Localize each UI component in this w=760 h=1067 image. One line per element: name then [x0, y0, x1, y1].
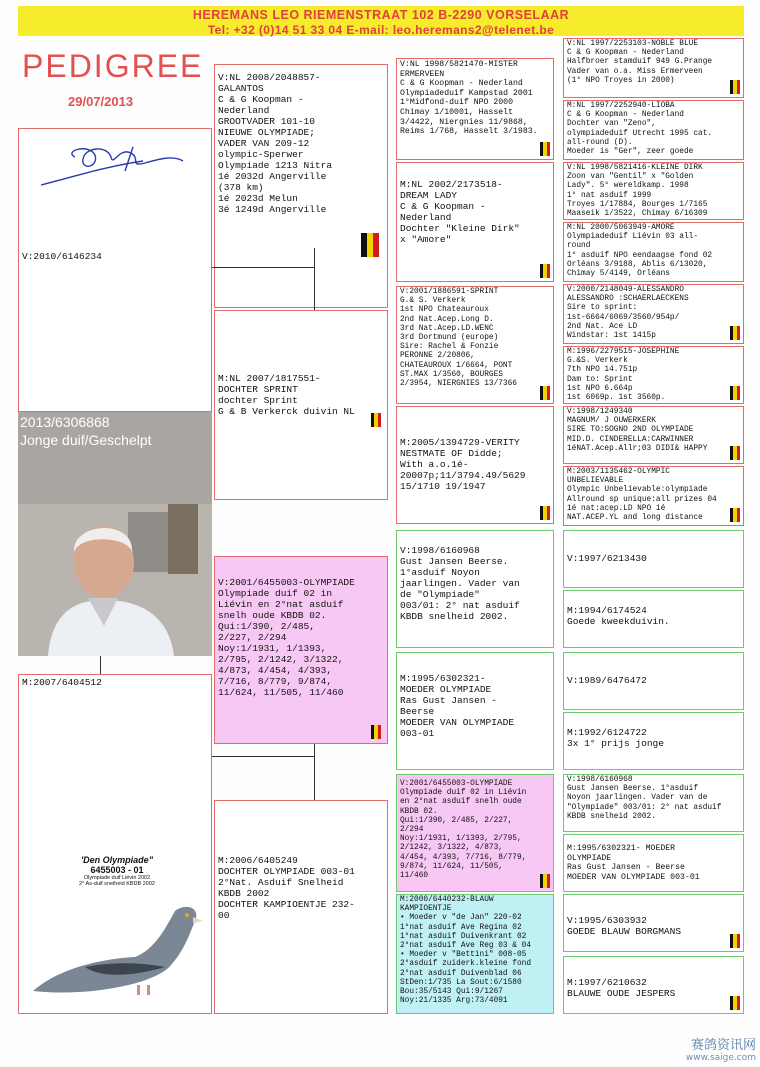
dam-details: M:NL 2007/1817551- DOCHTER SPRINT dochter Sprint G & B Verkerck duivin NL [218, 373, 355, 417]
pedigree-date: 29/07/2013 [68, 94, 134, 109]
olympiade-photo-title: 'Den Olympiade" [81, 855, 153, 865]
gen3-box-8 [563, 466, 744, 526]
gen3-details-8: M:2003/1135462-OLYMPIC UNBELIEVABLE Olympic Unbelievable:olympiade Allround sp unique:all prizes 04 1é nat:acep.LD NPO 1é NAT.ACEP.YL and long distance [567, 468, 717, 523]
gen3-box-7 [563, 406, 744, 464]
photo-caption-desc: Jonge duif/Geschelpt [20, 432, 152, 448]
breeder-portrait-icon [18, 412, 212, 656]
sire2-details: V:2001/6455003-OLYMPIADE Olympiade duif 02 in Liévin en 2°nat asduif snelh oude KBDB 02. Qui:1/390, 2/485, 2/227, 2/294 Noy:1/1931, 1/1393, 2/795, 2/1242, 3/1322, 4/873, 4/454, 4/393, 7/716, 8/779, 9/874, 11/624, 11/505, 11/460 [218, 577, 355, 698]
gen3-details-12: M:1992/6124722 3x 1° prijs jonge [567, 727, 664, 749]
gen3-details-7: V:1998/1249340 MAGNUM/ J OUWERKERK SIRE TO:SOGNO 2ND OLYMPIADE MID.D. CINDERELLA:CARWINNER 1éNAT.Acep.Allr;03 DIDI& HAPPY [567, 408, 708, 453]
dam-line-box [18, 674, 212, 1014]
gen3-box-11 [563, 652, 744, 710]
gen2-box-3 [396, 286, 554, 404]
breeder-address: HEREMANS LEO RIEMENSTRAAT 102 B-2290 VORSELAAR [192, 8, 570, 22]
gen3-details-11: V:1989/6476472 [567, 675, 647, 686]
belgian-flag-icon [730, 80, 740, 94]
gen3-details-4: M:NL 2000/5063949-AMORE Olympiadeduif Liévin 03 all- round 1° asduif NPO eendaagse fond 02 Orléans 3/9188, Ablis 6/13020, Chimay 5/4149, Orléans [567, 224, 713, 279]
sire-box [214, 64, 388, 308]
gen2-box-4 [396, 406, 554, 524]
gen3-box-5 [563, 284, 744, 344]
dam-box [214, 310, 388, 500]
gen3-details-14: M:1995/6302321- MOEDER OLYMPIADE Ras Gust Jansen - Beerse MOEDER VAN OLYMPIADE 003-01 [567, 844, 700, 882]
gen2-box-1 [396, 58, 554, 160]
gen3-box-3 [563, 162, 744, 220]
gen3-details-1: V:NL 1997/2253103-NOBLE BLUE C & G Koopman - Nederland Halfbroer stamduif 949 G.Prange Vader van o.a. Miss Ermerveen (1° NPO Troyes in 2000) [567, 40, 713, 85]
pigeon-image-icon [25, 901, 205, 1001]
gen3-box-16 [563, 956, 744, 1014]
header-banner [18, 6, 744, 36]
gen2-box-5 [396, 530, 554, 648]
belgian-flag-icon [540, 142, 550, 156]
connector-line [100, 656, 101, 674]
belgian-flag-icon [540, 506, 550, 520]
gen2-box-6 [396, 652, 554, 770]
gen3-box-6 [563, 346, 744, 404]
gen3-details-3: V:NL 1998/5821416-KLEINE DIRK Zoon van "Gentil" x "Golden Lady". 5° wereldkamp. 1998 1° nat asduif 1999 Troyes 1/17884, Bourges 1/7165 Maaseik 1/3522, Chimay 6/16309 [567, 164, 708, 219]
dam2-box [214, 800, 388, 1014]
belgian-flag-icon [730, 386, 740, 400]
page-title: PEDIGREE [22, 48, 204, 84]
gen2-details-4: M:2005/1394729-VERITY NESTMATE OF Didde; With a.o.1é- 20007p;11/3794.49/5629 15/1710 19/1947 [400, 437, 526, 492]
belgian-flag-icon [730, 446, 740, 460]
gen3-box-12 [563, 712, 744, 770]
gen3-box-1 [563, 38, 744, 98]
connector-line [212, 756, 314, 757]
gen2-details-8: M:2000/6440232-BLAUW KAMPIOENTJE • Moeder v "de Jan" 220-02 1°nat asduif Ave Regina 02 1°nat asduif Duivenkrant 02 2°nat asduif Ave Reg 03 & 04 • Moeder v "Bettini" 008-05 2°asduif zuiderk.kleine fond 2°nat asduif Duivenblad 06 StDen:1/735 La Sout:6/1580 Bou:35/5143 Qui:9/1267 Noy:21/1335 Arg:73/4091 [400, 896, 532, 1006]
connector-line [314, 744, 315, 800]
watermark [686, 1034, 756, 1063]
signature-icon [33, 137, 203, 197]
gen3-details-5: V:2000/2148049-ALESSANDRO ALESSANDRO :SCHAERLAECKENS Sire to sprint: 1st-6664/6069/3560/954p/ 2nd Nat. Ace LD Windstar: 1st 1415p [567, 286, 689, 341]
belgian-flag-icon [730, 934, 740, 948]
watermark-url: www.saige.com [685, 1053, 756, 1063]
sire-details: V:NL 2008/2048857- GALANTOS C & G Koopman - Nederland GROOTVADER 101-10 NIEUWE OLYMPIADE; VADER VAN 209-12 olympic-Sperwer Olympiade 1213 Nitra 1é 2032d Angerville (378 km) 1é 2023d Melun 3é 1249d Angerville [218, 72, 333, 215]
pigeon-ring: V:2010/6146234 [22, 251, 102, 262]
belgian-flag-icon [371, 725, 381, 739]
belgian-flag-icon [730, 508, 740, 522]
olympiade-photo-line1: Olympiade duif Liévin 2002 [83, 875, 151, 881]
breeder-contact: Tel: +32 (0)14 51 33 04 E-mail: leo.heremans2@telenet.be [207, 23, 555, 37]
pigeon-box [18, 128, 212, 412]
gen3-details-13: V:1998/6160968 Gust Jansen Beerse. 1°asduif Noyon jaarlingen. Vader van de "Olympiade" 003/01: 2° nat asduif KBDB snelheid 2002. [567, 776, 722, 821]
olympiade-photo-ring: 6455003 - 01 [90, 865, 144, 875]
belgian-flag-icon [371, 413, 381, 427]
gen3-box-10 [563, 590, 744, 648]
gen3-box-14 [563, 834, 744, 892]
dam-line-ring: M:2007/6404512 [22, 677, 102, 688]
gen3-box-4 [563, 222, 744, 282]
gen3-details-9: V:1997/6213430 [567, 553, 647, 564]
belgian-flag-icon [361, 233, 379, 257]
belgian-flag-icon [540, 874, 550, 888]
belgian-flag-icon [730, 326, 740, 340]
gen3-box-2 [563, 100, 744, 160]
gen2-details-2: M:NL 2002/2173518- DREAM LADY C & G Koopman - Nederland Dochter "Kleine Dirk" x "Amore" [400, 179, 520, 245]
breeder-photo [18, 412, 212, 656]
gen2-box-7 [396, 774, 554, 892]
belgian-flag-icon [540, 264, 550, 278]
gen3-details-6: M:1996/2279515-JOSEPHINE G.&S. Verkerk 7th NPO 14.751p Dam to: Sprint 1st NPO 6.664p 1st 6069p. 1st 3560p. [567, 348, 680, 403]
watermark-name: 赛鸽资讯网 [690, 1038, 756, 1053]
belgian-flag-icon [540, 386, 550, 400]
gen2-details-3: V:2001/1886591-SPRINT G.& S. Verkerk 1st NPO Chateauroux 2nd Nat.Acep.Long D. 3rd Nat.Acep.LD.WENC 3rd Dortmund (europe) Sire: Rachel & Fonzie PERONNE 2/20806, CHATEAUROUX 1/6664, PONT ST.MAX 1/3560, BOURGES 2/3954, NIERGNIES 13/7366 [400, 288, 517, 389]
gen3-details-2: M:NL 1997/2252940-LIOBA C & G Koopman - Nederland Dochter van "Zeno", olympiadeduif Utrecht 1995 cat. all-round (D). Moeder is "Ger", zeer goede [567, 102, 713, 157]
sire2-box [214, 556, 388, 744]
dam2-details: M:2006/6405249 DOCHTER OLYMPIADE 003-01 2°Nat. Asduif Snelheid KBDB 2002 DOCHTER KAMPIOENTJE 232- 00 [218, 855, 355, 921]
photo-caption-ring: 2013/6306868 [20, 414, 110, 430]
gen3-box-15 [563, 894, 744, 952]
gen2-details-6: M:1995/6302321- MOEDER OLYMPIADE Ras Gust Jansen - Beerse MOEDER VAN OLYMPIADE 003-01 [400, 673, 515, 739]
olympiade-photo-line2: 2° As-duif snelheid KBDB 2002 [79, 881, 155, 887]
gen3-details-10: M:1994/6174524 Goede kweekduivin. [567, 605, 670, 627]
gen2-details-1: V:NL 1998/5821470-MISTER ERMERVEEN C & G Koopman - Nederland Olympiadeduif Kampstad 2001 1°Midfond-duif NPO 2000 Chimay 1/10001, Hasselt 3/4422, Niergnies 11/9868, Reims 1/768, Hasselt 3/1983. [400, 60, 538, 137]
gen3-box-9 [563, 530, 744, 588]
gen3-box-13 [563, 774, 744, 832]
belgian-flag-icon [730, 996, 740, 1010]
gen2-box-8 [396, 894, 554, 1014]
connector-line [212, 267, 314, 268]
gen2-box-2 [396, 162, 554, 282]
gen3-details-15: V:1995/6303932 GOEDE BLAUW BORGMANS [567, 915, 682, 937]
connector-line [314, 248, 315, 310]
gen2-details-7: V:2001/6455003-OLYMPIADE Olympiade duif 02 in Liévin en 2°nat asduif snelh oude KBDB 02. Qui:1/390, 2/485, 2/227, 2/294 Noy:1/1931, 1/1393, 2/795, 2/1242, 3/1322, 4/873, 4/454, 4/393, 7/716, 8/779, 9/874, 11/624, 11/505, 11/460 [400, 780, 527, 881]
gen3-details-16: M:1997/6210632 BLAUWE OUDE JESPERS [567, 977, 676, 999]
gen2-details-5: V:1998/6160968 Gust Jansen Beerse. 1°asduif Noyon jaarlingen. Vader van de "Olympiade" 003/01: 2° nat asduif KBDB snelheid 2002. [400, 545, 520, 622]
